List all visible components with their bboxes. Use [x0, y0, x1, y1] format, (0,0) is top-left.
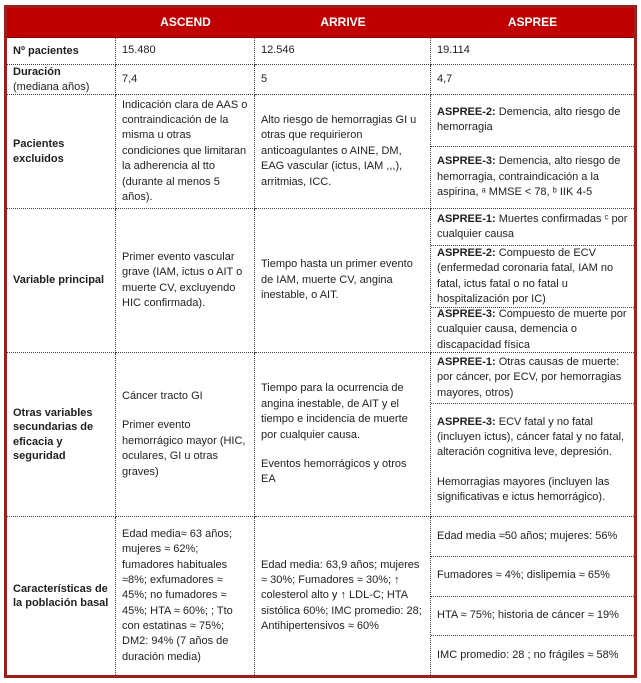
principal-aspree-3: ASPREE-3: Compuesto de muerte por cualquier causa, demencia o discapacidad física: [437, 308, 627, 351]
cell-duracion-aspree: 4,7: [431, 65, 634, 95]
cell-caracteristicas-aspree: [431, 517, 634, 675]
cell-caracteristicas-arrive: Edad media: 63,9 años; mujeres ≈ 30%; Fumadores ≈ 30%; ↑ colesterol alto y ↑ LDL-C; HTA sistólica 60%; IMC promedio: 28; Antihipertensivos ≈ 60%: [255, 517, 431, 675]
trials-comparison-table: [4, 5, 637, 678]
cell-excluidos-ascend: Indicación clara de AAS o contraindicación de la misma u otras condiciones que limitaran la adherencia al tto (durante al menos 5 años).: [116, 95, 255, 209]
cell-duracion-arrive: 5: [255, 65, 431, 95]
otras-aspree-3: ASPREE-3: ECV fatal y no fatal (incluyen ictus), cáncer fatal y no fatal, alteración cognitiva leve, depresión. Hemorragias mayores (incluyen las significativas e ictus hemorrágico).: [437, 415, 625, 504]
header-cell-ascend: ASCEND: [116, 8, 255, 38]
cell-caracteristicas-ascend: Edad media≈ 63 años; mujeres ≈ 62%; fumadores habituales ≈8%; exfumadores ≈ 45%; no fumadores ≈ 45%; HTA ≈ 60%; ; Tto con estatinas ≈ 75%; DM2: 94% (7 años de duración media): [116, 517, 255, 675]
excluidos-aspree-2: ASPREE-2: Demencia, alto riesgo de hemorragia: [431, 95, 634, 147]
caracteristicas-aspree-hta: HTA ≈ 75%; historia de cáncer ≈ 19%: [431, 597, 634, 637]
header-cell-arrive: ARRIVE: [255, 8, 431, 38]
header-cell-aspree: ASPREE: [431, 8, 634, 38]
principal-aspree-2: ASPREE-2: Compuesto de ECV (enfermedad coronaria fatal, IAM no fatal, ictus fatal o no fatal u hospitalización por IC): [431, 246, 634, 308]
cell-otras-arrive: Tiempo para la ocurrencia de angina inestable, de AIT y el tiempo e incidencia de muerte por cualquier causa. Eventos hemorrágicos y otros EA: [255, 353, 431, 517]
excluidos-aspree-3: ASPREE-3: Demencia, alto riesgo de hemorragia, contraindicación a la aspirina, ᵃ MMSE < 78, ᵇ IIK 4-5: [437, 155, 621, 199]
row-label-caracteristicas: Características de la población basal: [7, 517, 116, 675]
row-label-pacientes-excluidos: Pacientes excluidos: [7, 95, 116, 209]
duracion-label-main: Duración: [13, 66, 61, 79]
caracteristicas-aspree-edad: Edad media ≈50 años; mujeres: 56%: [431, 517, 634, 557]
cell-excluidos-aspree: [431, 95, 634, 209]
cell-duracion-ascend: 7,4: [116, 65, 255, 95]
row-label-variable-principal: Variable principal: [7, 209, 116, 353]
cell-principal-aspree: [431, 209, 634, 353]
cell-n-pacientes-arrive: 12.546: [255, 38, 431, 65]
row-label-duracion: [7, 65, 116, 95]
cell-otras-aspree: [431, 353, 634, 517]
row-label-n-pacientes: Nº pacientes: [7, 38, 116, 65]
duracion-label-sub: (mediana años): [13, 80, 90, 93]
cell-otras-ascend: Cáncer tracto GI Primer evento hemorrágico mayor (HIC, oculares, GI u otras graves): [116, 353, 255, 517]
cell-principal-arrive: Tiempo hasta un primer evento de IAM, muerte CV, angina inestable, o AIT.: [255, 209, 431, 353]
cell-n-pacientes-ascend: 15.480: [116, 38, 255, 65]
row-label-otras-variables: Otras variables secundarias de eficacia y seguridad: [7, 353, 116, 517]
cell-excluidos-arrive: Alto riesgo de hemorragias GI u otras que requirieron anticoagulantes o AINE, DM, EAG vascular (ictus, IAM ,,,), arritmias, ICC.: [255, 95, 431, 209]
header-cell-empty: [7, 8, 116, 38]
caracteristicas-aspree-imc: IMC promedio: 28 ; no frágiles ≈ 58%: [437, 648, 619, 661]
caracteristicas-aspree-fumadores: Fumadores ≈ 4%; dislipemia ≈ 65%: [431, 557, 634, 597]
cell-principal-ascend: Primer evento vascular grave (IAM, ictus o AIT o muerte CV, excluyendo HIC confirmada).: [116, 209, 255, 353]
principal-aspree-1: ASPREE-1: Muertes confirmadas ᶜ por cualquier causa: [431, 209, 634, 246]
otras-aspree-1: ASPREE-1: Otras causas de muerte: por cáncer, por ECV, por hemorragias mayores, otros): [431, 353, 634, 404]
cell-n-pacientes-aspree: 19.114: [431, 38, 634, 65]
